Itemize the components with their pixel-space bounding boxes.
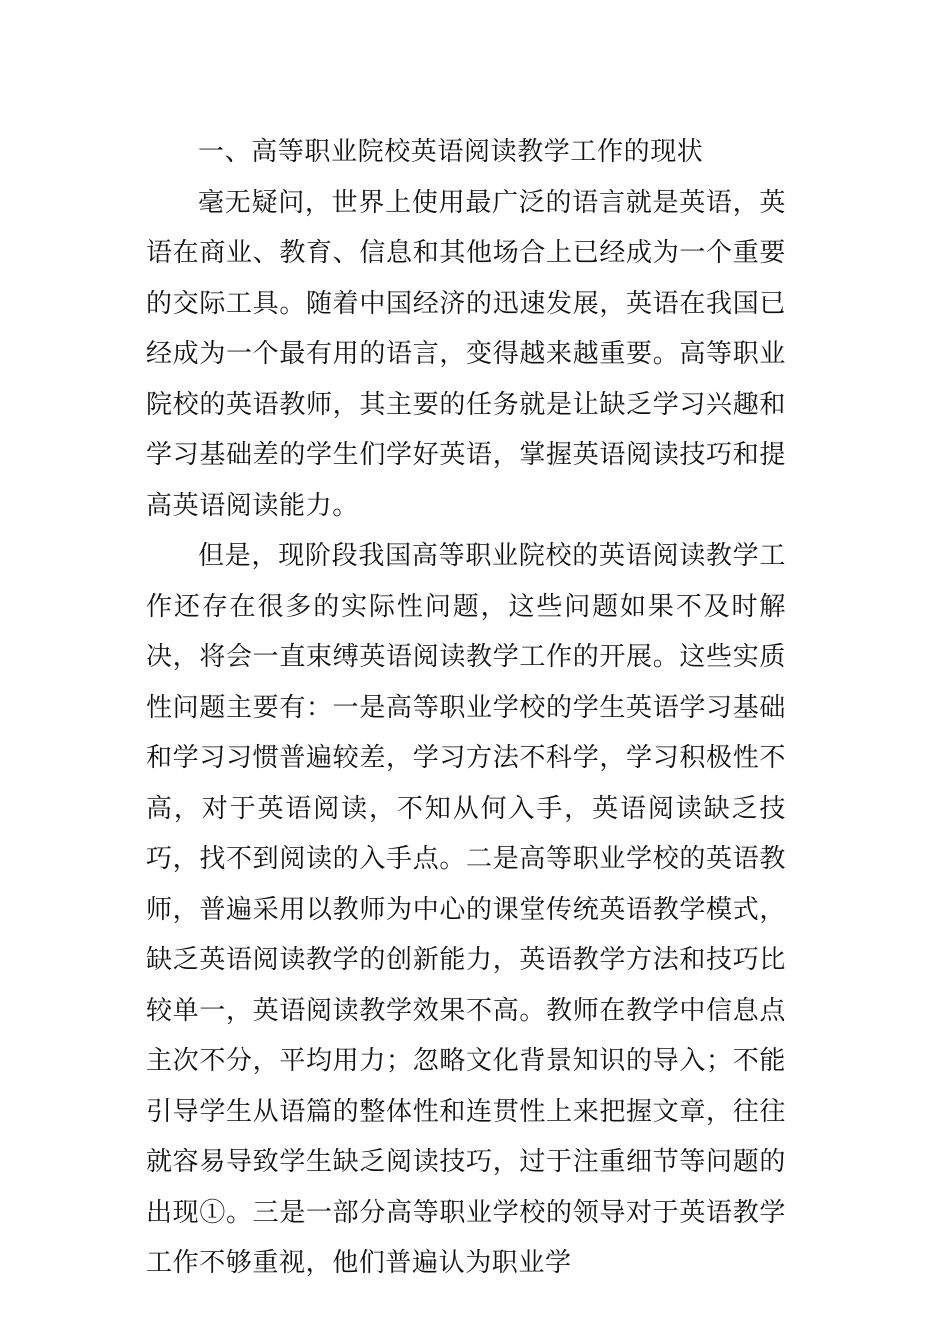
paragraph-2: 但是，现阶段我国高等职业院校的英语阅读教学工作还存在很多的实际性问题，这些问题如果不及时解决，将会一直束缚英语阅读教学工作的开展。这些实质性问题主要有：一是高等职业学校的学生英语学习基础和学习习惯普遍较差，学习方法不科学，学习积极性不高，对于英语阅读，不知从何入手，英语阅读缺乏技巧，找不到阅读的入手点。二是高等职业学校的英语教师，普遍采用以教师为中心的课堂传统英语教学模式，缺乏英语阅读教学的创新能力，英语教学方法和技巧比较单一，英语阅读教学效果不高。教师在教学中信息点主次不分，平均用力；忽略文化背景知识的导入；不能引导学生从语篇的整体性和连贯性上来把握文章，往往就容易导致学生缺乏阅读技巧，过于注重细节等问题的出现①。三是一部分高等职业学校的领导对于英语教学工作不够重视，他们普遍认为职业学 (146, 541, 786, 1278)
document-body (146, 127, 786, 1289)
section-heading: 一、高等职业院校英语阅读教学工作的现状 (198, 137, 704, 167)
paragraph-1: 毫无疑问，世界上使用最广泛的语言就是英语，英语在商业、教育、信息和其他场合上已经成为一个重要的交际工具。随着中国经济的迅速发展，英语在我国已经成为一个最有用的语言，变得越来越重要。高等职业院校的英语教师，其主要的任务就是让缺乏学习兴趣和学习基础差的学生们学好英语，掌握英语阅读技巧和提高英语阅读能力。 (146, 187, 786, 521)
